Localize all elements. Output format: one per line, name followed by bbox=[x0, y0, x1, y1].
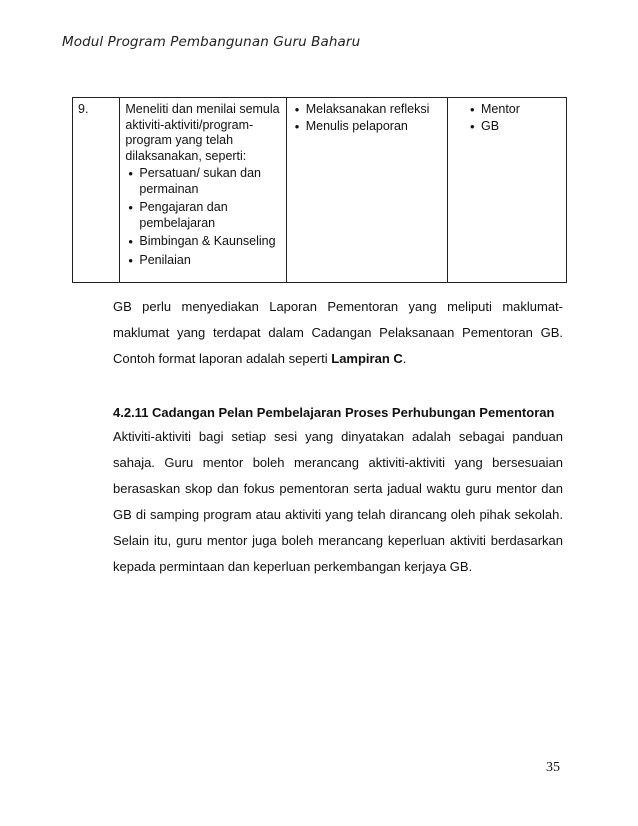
list-item: • Pengajaran dan pembelajaran bbox=[139, 200, 280, 231]
list-item: • Melaksanakan refleksi bbox=[306, 102, 442, 118]
report-paragraph bbox=[113, 294, 563, 372]
page-number: 35 bbox=[546, 760, 560, 775]
table-row bbox=[73, 98, 567, 283]
activity-intro: Meneliti dan menilai semula aktiviti-aktiviti/program-program yang telah dilaksanakan, seperti: bbox=[125, 102, 280, 163]
running-header: Modul Program Pembangunan Guru Baharu bbox=[62, 34, 361, 50]
section-body: Aktiviti-aktiviti bagi setiap sesi yang dinyatakan adalah sebagai panduan sahaja. Guru mentor boleh merancang aktiviti-aktiviti yang bersesuaian berasaskan skop dan fokus pementoran serta jadual waktu guru mentor dan GB di samping program atau aktiviti yang telah dirancang oleh pihak sekolah. Selain itu, guru mentor juga boleh merancang keperluan aktiviti berdasarkan kepada permintaan dan keperluan perkembangan kerjaya GB. bbox=[113, 429, 563, 574]
activity-table bbox=[72, 97, 567, 283]
participant-list bbox=[453, 102, 561, 134]
activity-cell bbox=[120, 98, 286, 283]
paragraph-end: . bbox=[402, 351, 407, 366]
list-item: • Persatuan/ sukan dan permainan bbox=[139, 166, 280, 197]
row-number: 9. bbox=[73, 98, 120, 283]
section-heading: 4.2.11 Cadangan Pelan Pembelajaran Proses Perhubungan Pementoran bbox=[113, 405, 555, 420]
activity-list bbox=[125, 166, 280, 268]
method-cell bbox=[286, 98, 447, 283]
list-item: • Mentor bbox=[481, 102, 561, 118]
list-item: • Bimbingan & Kaunseling bbox=[139, 234, 280, 250]
paragraph-text: GB perlu menyediakan Laporan Pementoran yang meliputi maklumat-maklumat yang terdapat dalam Cadangan Pelaksanaan Pementoran GB. Contoh format laporan adalah seperti bbox=[113, 299, 563, 366]
appendix-reference: Lampiran C bbox=[331, 351, 403, 366]
list-item: • Penilaian bbox=[139, 253, 280, 269]
method-list bbox=[292, 102, 442, 134]
list-item: • GB bbox=[481, 119, 561, 135]
list-item: • Menulis pelaporan bbox=[306, 119, 442, 135]
participant-cell bbox=[448, 98, 567, 283]
